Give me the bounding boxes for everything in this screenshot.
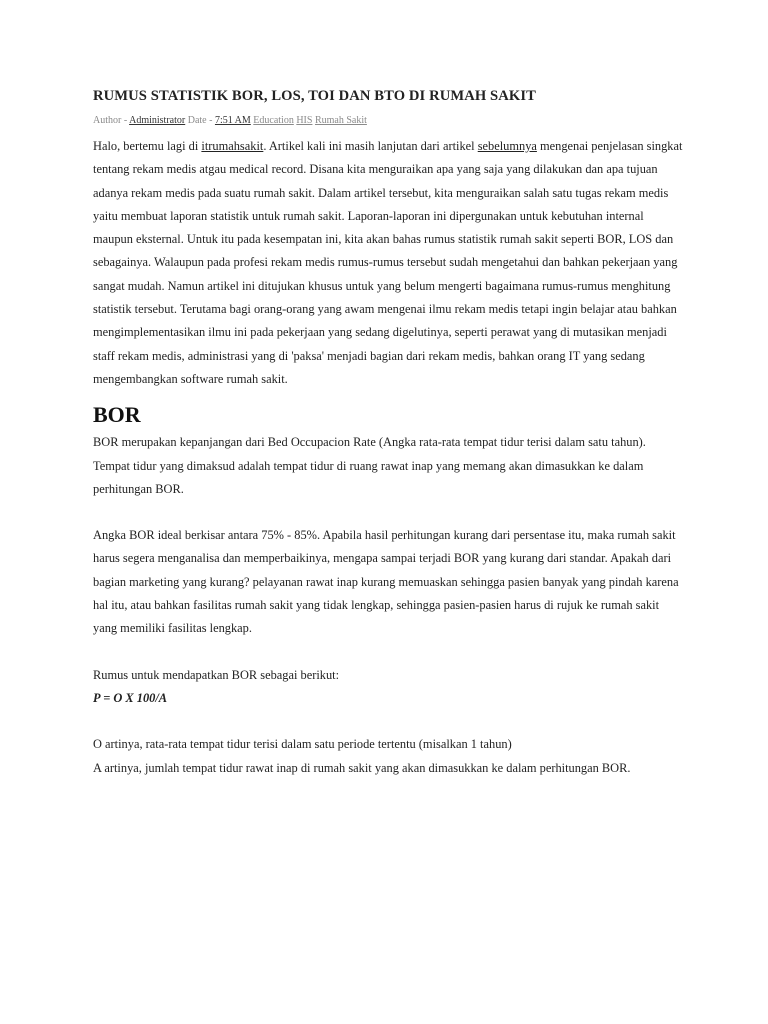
article-meta xyxy=(93,114,683,128)
bor-formula: P = O X 100/A xyxy=(93,690,168,705)
date-prefix: Date - xyxy=(185,115,215,126)
intro-text-1: Halo, bertemu lagi di xyxy=(93,139,202,153)
bor-heading: BOR xyxy=(93,402,141,428)
article xyxy=(93,86,683,780)
intro-text-2: . Artikel kali ini masih lanjutan dari artikel xyxy=(263,139,478,153)
definition-a: A artinya, jumlah tempat tidur rawat inap di rumah sakit yang akan dimasukkan ke dalam perhitungan BOR. xyxy=(93,760,631,775)
label-link-his[interactable]: HIS xyxy=(296,115,313,126)
author-link[interactable]: Administrator xyxy=(129,115,186,126)
label-link-rumah-sakit[interactable]: Rumah Sakit xyxy=(314,115,367,126)
author-prefix: Author - xyxy=(93,115,130,126)
bor-ideal-paragraph: Angka BOR ideal berkisar antara 75% - 85%. Apabila hasil perhitungan kurang dari persentase itu, maka rumah sakit harus segera menganalisa dan memperbaikinya, mengapa sampai terjadi BOR yang kurang dari standar. Apakah dari bagian marketing yang kurang? pelayanan rawat inap kurang memuaskan sehingga pasien banyak yang pindah karena hal itu, atau bahkan fasilitas rumah sakit yang tidak lengkap, sehingga pasien-pasien harus di rujuk ke rumah sakit yang memiliki fasilitas lengkap. xyxy=(93,528,679,636)
intro-text-3: mengenai penjelasan singkat tentang rekam medis atgau medical record. Disana kita menguraikan apa yang saja yang dilakukan dan apa tujuan adanya rekam medis pada suatu rumah sakit. Dalam artikel tersebut, kita menguraikan salah satu tugas rekam medis yaitu membuat laporan statistik untuk rumah sakit. Laporan-laporan ini dipergunakan untuk kebutuhan internal maupun eksternal. Untuk itu pada kesempatan ini, kita akan bahas rumus statistik rumah sakit seperti BOR, LOS dan sebagainya. Walaupun pada profesi rekam medis rumus-rumus tersebut sudah mengetahui dan bahkan pekerjaan yang sangat mudah. Namun artikel ini ditujukan khusus untuk yang belum mengerti bagaimana rumus-rumus menghitung statistik tersebut. Terutama bagi orang-orang yang awam mengenai ilmu rekam medis tetapi ingin belajar atau bahkan mengimplementasikan ilmu ini pada pekerjaan yang sedang digelutinya, seperti perawat yang di mutasikan menjadi staff rekam medis, administrasi yang di 'paksa' menjadi bagian dari rekam medis, bahkan orang IT yang sedang mengembangkan software rumah sakit. xyxy=(93,139,683,386)
time-link[interactable]: 7:51 AM xyxy=(214,115,251,126)
label-link-education[interactable]: Education xyxy=(253,115,294,126)
definition-o: O artinya, rata-rata tempat tidur terisi dalam satu periode tertentu (misalkan 1 tahun) xyxy=(93,737,512,752)
itrumahsakit-link[interactable]: itrumahsakit xyxy=(201,139,264,153)
intro-paragraph xyxy=(93,135,683,391)
formula-intro: Rumus untuk mendapatkan BOR sebagai berikut: xyxy=(93,667,340,682)
bor-definition-paragraph: BOR merupakan kepanjangan dari Bed Occupacion Rate (Angka rata-rata tempat tidur terisi dalam satu tahun). Tempat tidur yang dimaksud adalah tempat tidur di ruang rawat inap yang memang akan dimasukkan ke dalam perhitungan BOR. xyxy=(93,435,646,496)
sebelumnya-link[interactable]: sebelumnya xyxy=(477,139,537,153)
article-title: RUMUS STATISTIK BOR, LOS, TOI DAN BTO DI RUMAH SAKIT xyxy=(93,88,536,104)
